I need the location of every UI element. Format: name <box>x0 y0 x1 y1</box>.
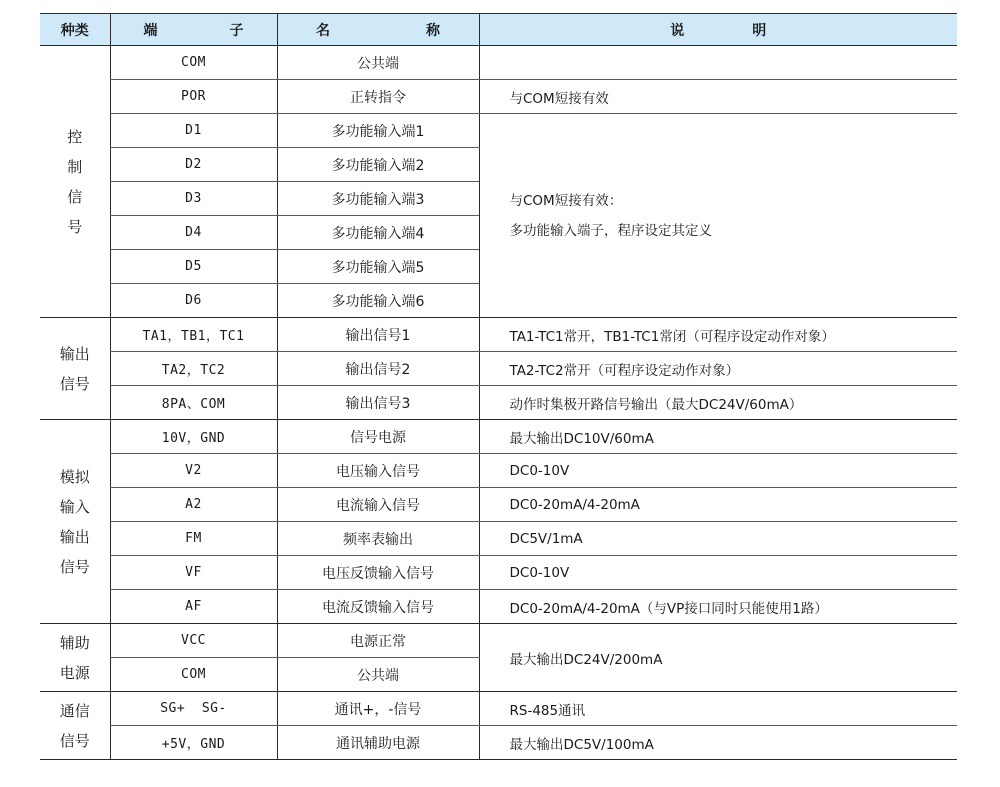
table-row <box>40 80 957 114</box>
table-row <box>40 522 957 556</box>
name-cell: 公共端 <box>277 658 479 692</box>
terminal-cell: D1 <box>110 114 277 148</box>
terminal-cell: 8PA、COM <box>110 386 277 420</box>
description-cell: 最大输出DC10V/60mA <box>479 420 957 454</box>
header-category: 种类 <box>40 14 110 46</box>
table-row <box>40 454 957 488</box>
description-cell: DC0-20mA/4-20mA（与VP接口同时只能使用1路） <box>479 590 957 624</box>
description-cell: TA1-TC1常开，TB1-TC1常闭（可程序设定动作对象） <box>479 318 957 352</box>
table-row <box>40 556 957 590</box>
name-cell: 多功能输入端3 <box>277 182 479 216</box>
name-cell: 电源正常 <box>277 624 479 658</box>
name-cell: 多功能输入端4 <box>277 216 479 250</box>
description-cell: 动作时集极开路信号输出（最大DC24V/60mA） <box>479 386 957 420</box>
terminal-cell: V2 <box>110 454 277 488</box>
terminal-cell: VCC <box>110 624 277 658</box>
name-cell: 多功能输入端2 <box>277 148 479 182</box>
table-row <box>40 352 957 386</box>
terminal-cell: COM <box>110 46 277 80</box>
table-row <box>40 386 957 420</box>
terminal-cell: +5V，GND <box>110 726 277 760</box>
name-cell: 多功能输入端1 <box>277 114 479 148</box>
name-cell: 频率表输出 <box>277 522 479 556</box>
terminal-cell: D3 <box>110 182 277 216</box>
name-cell: 输出信号2 <box>277 352 479 386</box>
name-cell: 正转指令 <box>277 80 479 114</box>
name-cell: 公共端 <box>277 46 479 80</box>
terminal-cell: D4 <box>110 216 277 250</box>
table-row <box>40 692 957 726</box>
description-merged-cell: 与COM短接有效： 多功能输入端子，程序设定其定义 <box>479 114 957 318</box>
table-row <box>40 46 957 80</box>
terminal-cell: D6 <box>110 284 277 318</box>
terminal-cell: 10V，GND <box>110 420 277 454</box>
category-comm-signal: 通信 信号 <box>40 692 110 760</box>
name-cell: 电流反馈输入信号 <box>277 590 479 624</box>
category-control-signal: 控 制 信 号 <box>40 46 110 318</box>
description-cell: 最大输出DC5V/100mA <box>479 726 957 760</box>
description-cell: DC0-10V <box>479 556 957 590</box>
description-cell: DC0-20mA/4-20mA <box>479 488 957 522</box>
table-row <box>40 624 957 658</box>
name-cell: 输出信号3 <box>277 386 479 420</box>
terminal-cell: A2 <box>110 488 277 522</box>
terminal-cell: FM <box>110 522 277 556</box>
table-row <box>40 590 957 624</box>
description-cell: DC0-10V <box>479 454 957 488</box>
table-row <box>40 420 957 454</box>
description-cell <box>479 46 957 80</box>
header-row <box>40 14 957 46</box>
terminal-cell: D2 <box>110 148 277 182</box>
name-cell: 多功能输入端5 <box>277 250 479 284</box>
name-cell: 信号电源 <box>277 420 479 454</box>
header-name: 名 称 <box>277 14 479 46</box>
description-merged-cell: 最大输出DC24V/200mA <box>479 624 957 692</box>
terminal-cell: POR <box>110 80 277 114</box>
name-cell: 电流输入信号 <box>277 488 479 522</box>
terminal-cell: D5 <box>110 250 277 284</box>
name-cell: 多功能输入端6 <box>277 284 479 318</box>
category-aux-power: 辅助 电源 <box>40 624 110 692</box>
table-row <box>40 726 957 760</box>
description-cell: RS-485通讯 <box>479 692 957 726</box>
description-cell: DC5V/1mA <box>479 522 957 556</box>
category-analog-io-signal: 模拟 输入 输出 信号 <box>40 420 110 624</box>
name-cell: 输出信号1 <box>277 318 479 352</box>
terminal-cell: TA2，TC2 <box>110 352 277 386</box>
table-row <box>40 318 957 352</box>
name-cell: 电压反馈输入信号 <box>277 556 479 590</box>
header-terminal: 端 子 <box>110 14 277 46</box>
name-cell: 电压输入信号 <box>277 454 479 488</box>
description-cell: 与COM短接有效 <box>479 80 957 114</box>
terminal-cell: AF <box>110 590 277 624</box>
description-cell: TA2-TC2常开（可程序设定动作对象） <box>479 352 957 386</box>
terminal-cell: TA1，TB1，TC1 <box>110 318 277 352</box>
terminal-cell: COM <box>110 658 277 692</box>
name-cell: 通讯辅助电源 <box>277 726 479 760</box>
terminal-cell: VF <box>110 556 277 590</box>
category-output-signal: 输出 信号 <box>40 318 110 420</box>
name-cell: 通讯+，-信号 <box>277 692 479 726</box>
terminal-spec-table <box>40 13 957 760</box>
header-description: 说 明 <box>479 14 957 46</box>
terminal-cell: SG+ SG- <box>110 692 277 726</box>
table-row <box>40 114 957 148</box>
table-row <box>40 488 957 522</box>
